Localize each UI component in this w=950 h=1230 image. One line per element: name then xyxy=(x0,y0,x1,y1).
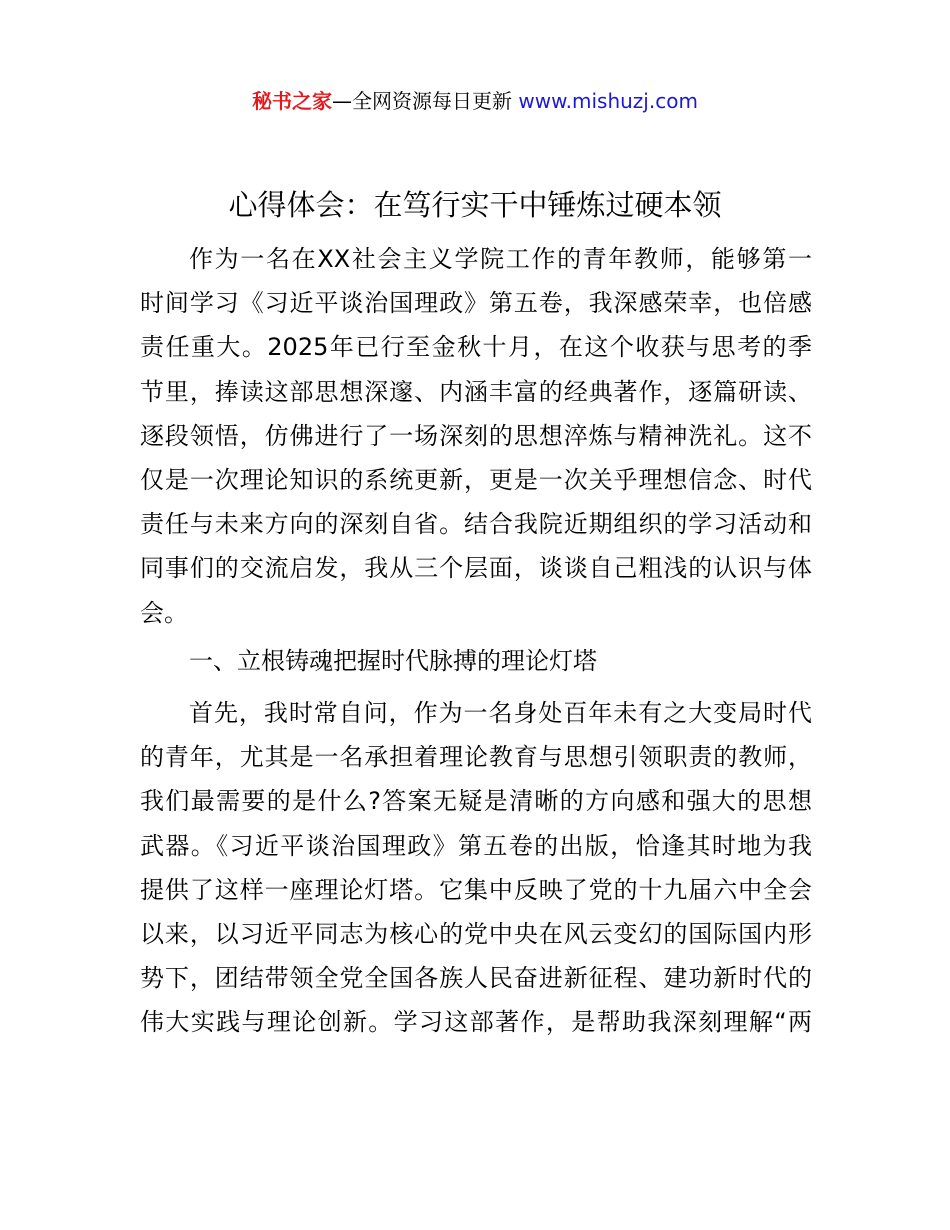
paragraph-line: 的青年，尤其是一名承担着理论教育与思想引领职责的教师， xyxy=(140,743,812,772)
paragraph-line: 武器。《习近平谈治国理政》第五卷的出版，恰逢其时地为我 xyxy=(140,831,812,860)
paragraph-line: 责任与未来方向的深刻自省。结合我院近期组织的学习活动和 xyxy=(140,510,812,539)
paragraph-line: 会。 xyxy=(140,598,188,627)
section-heading xyxy=(140,639,812,683)
paragraph-line: 时间学习《习近平谈治国理政》第五卷，我深感荣幸，也倍感 xyxy=(140,289,812,318)
paragraph-line: 逐段领悟，仿佛进行了一场深刻的思想淬炼与精神洗礼。这不 xyxy=(140,421,812,450)
paragraph-line: 节里，捧读这部思想深邃、内涵丰富的经典著作，逐篇研读、 xyxy=(140,377,812,406)
paragraph-line: 以来，以习近平同志为核心的党中央在风云变幻的国际国内形 xyxy=(140,919,812,948)
paragraph-line: 我们最需要的是什么?答案无疑是清晰的方向感和强大的思想 xyxy=(140,787,812,816)
paragraph-section1 xyxy=(140,691,812,1045)
paragraph-line: 提供了这样一座理论灯塔。它集中反映了党的十九届六中全会 xyxy=(140,875,812,904)
paragraph-line: 首先，我时常自问，作为一名身处百年未有之大变局时代 xyxy=(189,699,812,727)
site-header xyxy=(0,86,950,116)
paragraph-line: 势下，团结带领全党全国各族人民奋进新征程、建功新时代的 xyxy=(140,964,812,993)
paragraph-line: 作为一名在XX社会主义学院工作的青年教师，能够第一 xyxy=(189,245,812,273)
paragraph-line: 仅是一次理论知识的系统更新，更是一次关乎理想信念、时代 xyxy=(140,465,812,494)
site-url-link[interactable]: www.mishuzj.com xyxy=(518,89,698,113)
site-tagline: —全网资源每日更新 xyxy=(332,89,519,113)
paragraph-line: 责任重大。2025年已行至金秋十月，在这个收获与思考的季 xyxy=(140,333,812,362)
paragraph-intro xyxy=(140,237,812,635)
paragraph-line: 同事们的交流启发，我从三个层面，谈谈自己粗浅的认识与体 xyxy=(140,554,812,583)
site-brand: 秘书之家 xyxy=(252,89,333,113)
section-heading-text: 一、立根铸魂把握时代脉搏的理论灯塔 xyxy=(189,647,597,675)
paragraph-line: 伟大实践与理论创新。学习这部著作，是帮助我深刻理解“两 xyxy=(140,1008,812,1037)
document-title: 心得体会：在笃行实干中锤炼过硬本领 xyxy=(228,188,722,222)
